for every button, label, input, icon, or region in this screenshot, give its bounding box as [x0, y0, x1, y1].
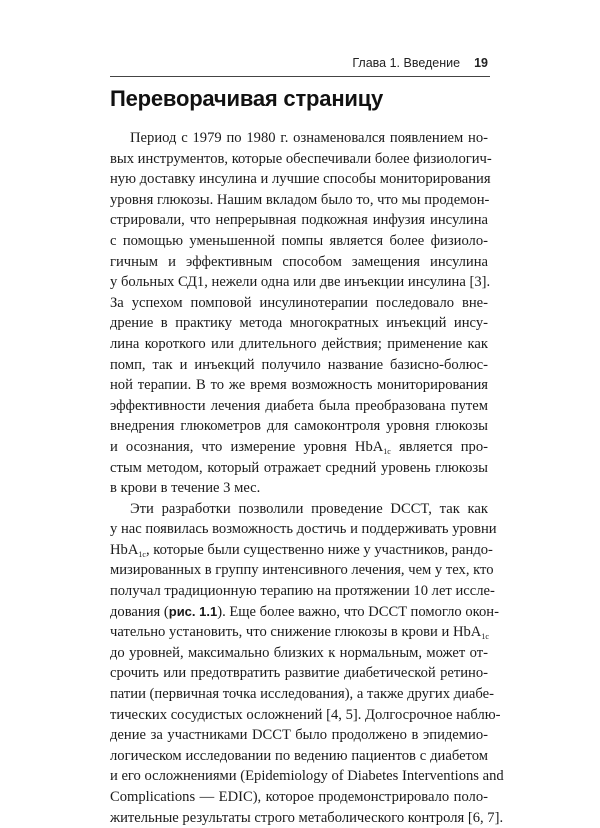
text-line: помп, так и инъекций получило название базисно-болюс- [110, 356, 488, 373]
text-fragment: дования ( [110, 603, 169, 620]
page-number: 19 [474, 56, 488, 70]
text-line: у больных СД1, нежели одна или две инъекции инсулина [3]. [110, 274, 491, 291]
text-line: Период с 1979 по 1980 г. ознаменовался появлением но- [130, 130, 488, 146]
text-line: в крови в течение 3 мес. [110, 480, 261, 497]
text-line: с помощью уменьшенной помпы является более физиоло- [110, 232, 488, 249]
text-line: Complications — EDIC), которое продемонстрировало поло- [110, 789, 488, 805]
text-line [110, 437, 488, 458]
text-line: и его осложнениями (Epidemiology of Diabetes Interventions and [110, 768, 504, 785]
running-head [110, 56, 488, 72]
text-line: ной терапии. В то же время возможность мониторирования [110, 377, 488, 394]
text-line [110, 622, 488, 643]
text-line: патии (первичная точка исследования), а также других диабе- [110, 686, 494, 703]
text-line: стым методом, который отражает средний уровень глюкозы [110, 459, 488, 476]
section-heading: Переворачивая страницу [110, 86, 384, 111]
text-line: получал традиционную терапию на протяжении 10 лет иссле- [110, 583, 495, 600]
subscript: 1c [138, 549, 146, 559]
text-line: до уровней, максимально близких к нормальным, может от- [110, 644, 488, 661]
text-line: мизированных в группу интенсивного лечения, чем у тех, кто [110, 562, 494, 579]
text-fragment: HbA [110, 541, 139, 558]
text-line: жительные результаты строго метаболического контроля [6, 7]. [110, 809, 504, 826]
text-line [110, 602, 499, 623]
text-line: дение за участниками DCCT было продолжено в эпидемио- [110, 727, 488, 744]
subscript: 1c [383, 446, 391, 456]
text-line: тических сосудистых осложнений [4, 5]. Долгосрочное наблю- [110, 706, 501, 723]
text-fragment: является про- [390, 438, 488, 455]
text-line: внедрения глюкометров для самоконтроля уровня глюкозы [110, 418, 488, 435]
figure-reference: рис. 1.1 [168, 603, 218, 619]
text-line: дрение в практику метода многократных инъекций инсу- [110, 315, 488, 332]
text-fragment: , которые были существенно ниже у участников, рандо- [145, 541, 493, 558]
text-line: вых инструментов, которые обеспечивали более физиологич- [110, 150, 492, 167]
text-line: срочить или предотвратить развитие диабетической ретино- [110, 665, 488, 682]
text-line: Эти разработки позволили проведение DCCT, так как [130, 500, 488, 517]
text-fragment: и осознания, что измерение уровня HbA [110, 438, 384, 455]
text-line: у нас появилась возможность достичь и поддерживать уровни [110, 521, 497, 538]
text-fragment: чательно установить, что снижение глюкозы в крови и HbA [110, 624, 482, 641]
text-line: ную доставку инсулина и лучшие способы мониторирования [110, 171, 491, 188]
text-line: За успехом помповой инсулинотерапии последовало вне- [110, 294, 488, 311]
text-line: стрировали, что непрерывная подкожная инфузия инсулина [110, 212, 488, 229]
text-line: лина короткого или длительного действия; применение как [110, 335, 488, 352]
text-line: гичным и эффективным способом замещения инсулина [110, 253, 488, 270]
text-line [110, 540, 493, 561]
subscript: 1c [481, 632, 489, 642]
body-text [110, 128, 504, 828]
chapter-title: Глава 1. Введение [352, 56, 461, 70]
text-line: уровня глюкозы. Нашим вкладом было то, что мы продемон- [110, 191, 490, 208]
header-rule [110, 76, 490, 77]
text-line: логическом исследовании по ведению пациентов с диабетом [110, 747, 488, 764]
text-line: эффективности лечения диабета была преобразована путем [110, 397, 488, 414]
text-fragment: ). Еще более важно, что DCCT помогло окон- [217, 603, 499, 620]
